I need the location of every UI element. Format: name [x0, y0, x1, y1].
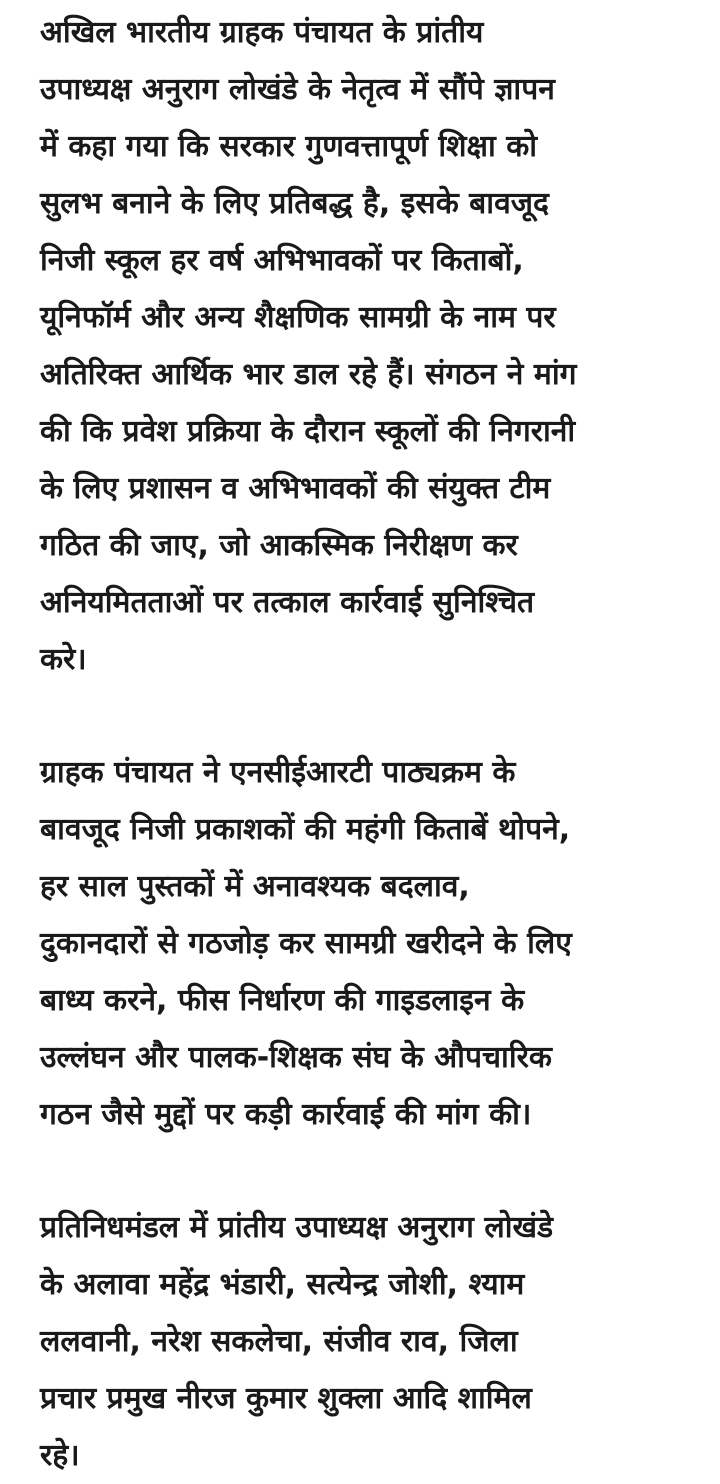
paragraph-demands: ग्राहक पंचायत ने एनसीईआरटी पाठ्यक्रम के बावजूद निजी प्रकाशकों की महंगी किताबें थोपने, हर साल पुस्तकों में अनावश्यक बदलाव, दुकानदारों से गठजोड़ कर सामग्री खरीदने के लिए बाध्य करने, फीस निर्धारण की गाइडलाइन के उल्लंघन और पालक-शिक्षक संघ के औपचारिक गठन जैसे मुद्दों पर कड़ी कार्रवाई की मांग की।	[40, 755, 572, 1132]
paragraph-delegation: प्रतिनिधमंडल में प्रांतीय उपाध्यक्ष अनुराग लोखंडे के अलावा महेंद्र भंडारी, सत्येन्द्र जोशी, श्याम ललवानी, नरेश सकलेचा, संजीव राव, जिला प्रचार प्रमुख नीरज कुमार शुक्ला आदि शामिल रहे।	[40, 1210, 554, 1473]
paragraph-memorandum: अखिल भारतीय ग्राहक पंचायत के प्रांतीय उपाध्यक्ष अनुराग लोखंडे के नेतृत्व में सौंपे ज्ञापन में कहा गया कि सरकार गुणवत्तापूर्ण शिक्षा को सुलभ बनाने के लिए प्रतिबद्ध है, इसके बावजूद निजी स्कूल हर वर्ष अभिभावकों पर किताबों, यूनिफॉर्म और अन्य शैक्षणिक सामग्री के नाम पर अतिरिक्त आर्थिक भार डाल रहे हैं। संगठन ने मांग की कि प्रवेश प्रक्रिया के दौरान स्कूलों की निगरानी के लिए प्रशासन व अभिभावकों की संयुक्त टीम गठित की जाए, जो आकस्मिक निरीक्षण कर अनियमितताओं पर तत्काल कार्रवाई सुनिश्चित करे।	[40, 15, 577, 677]
